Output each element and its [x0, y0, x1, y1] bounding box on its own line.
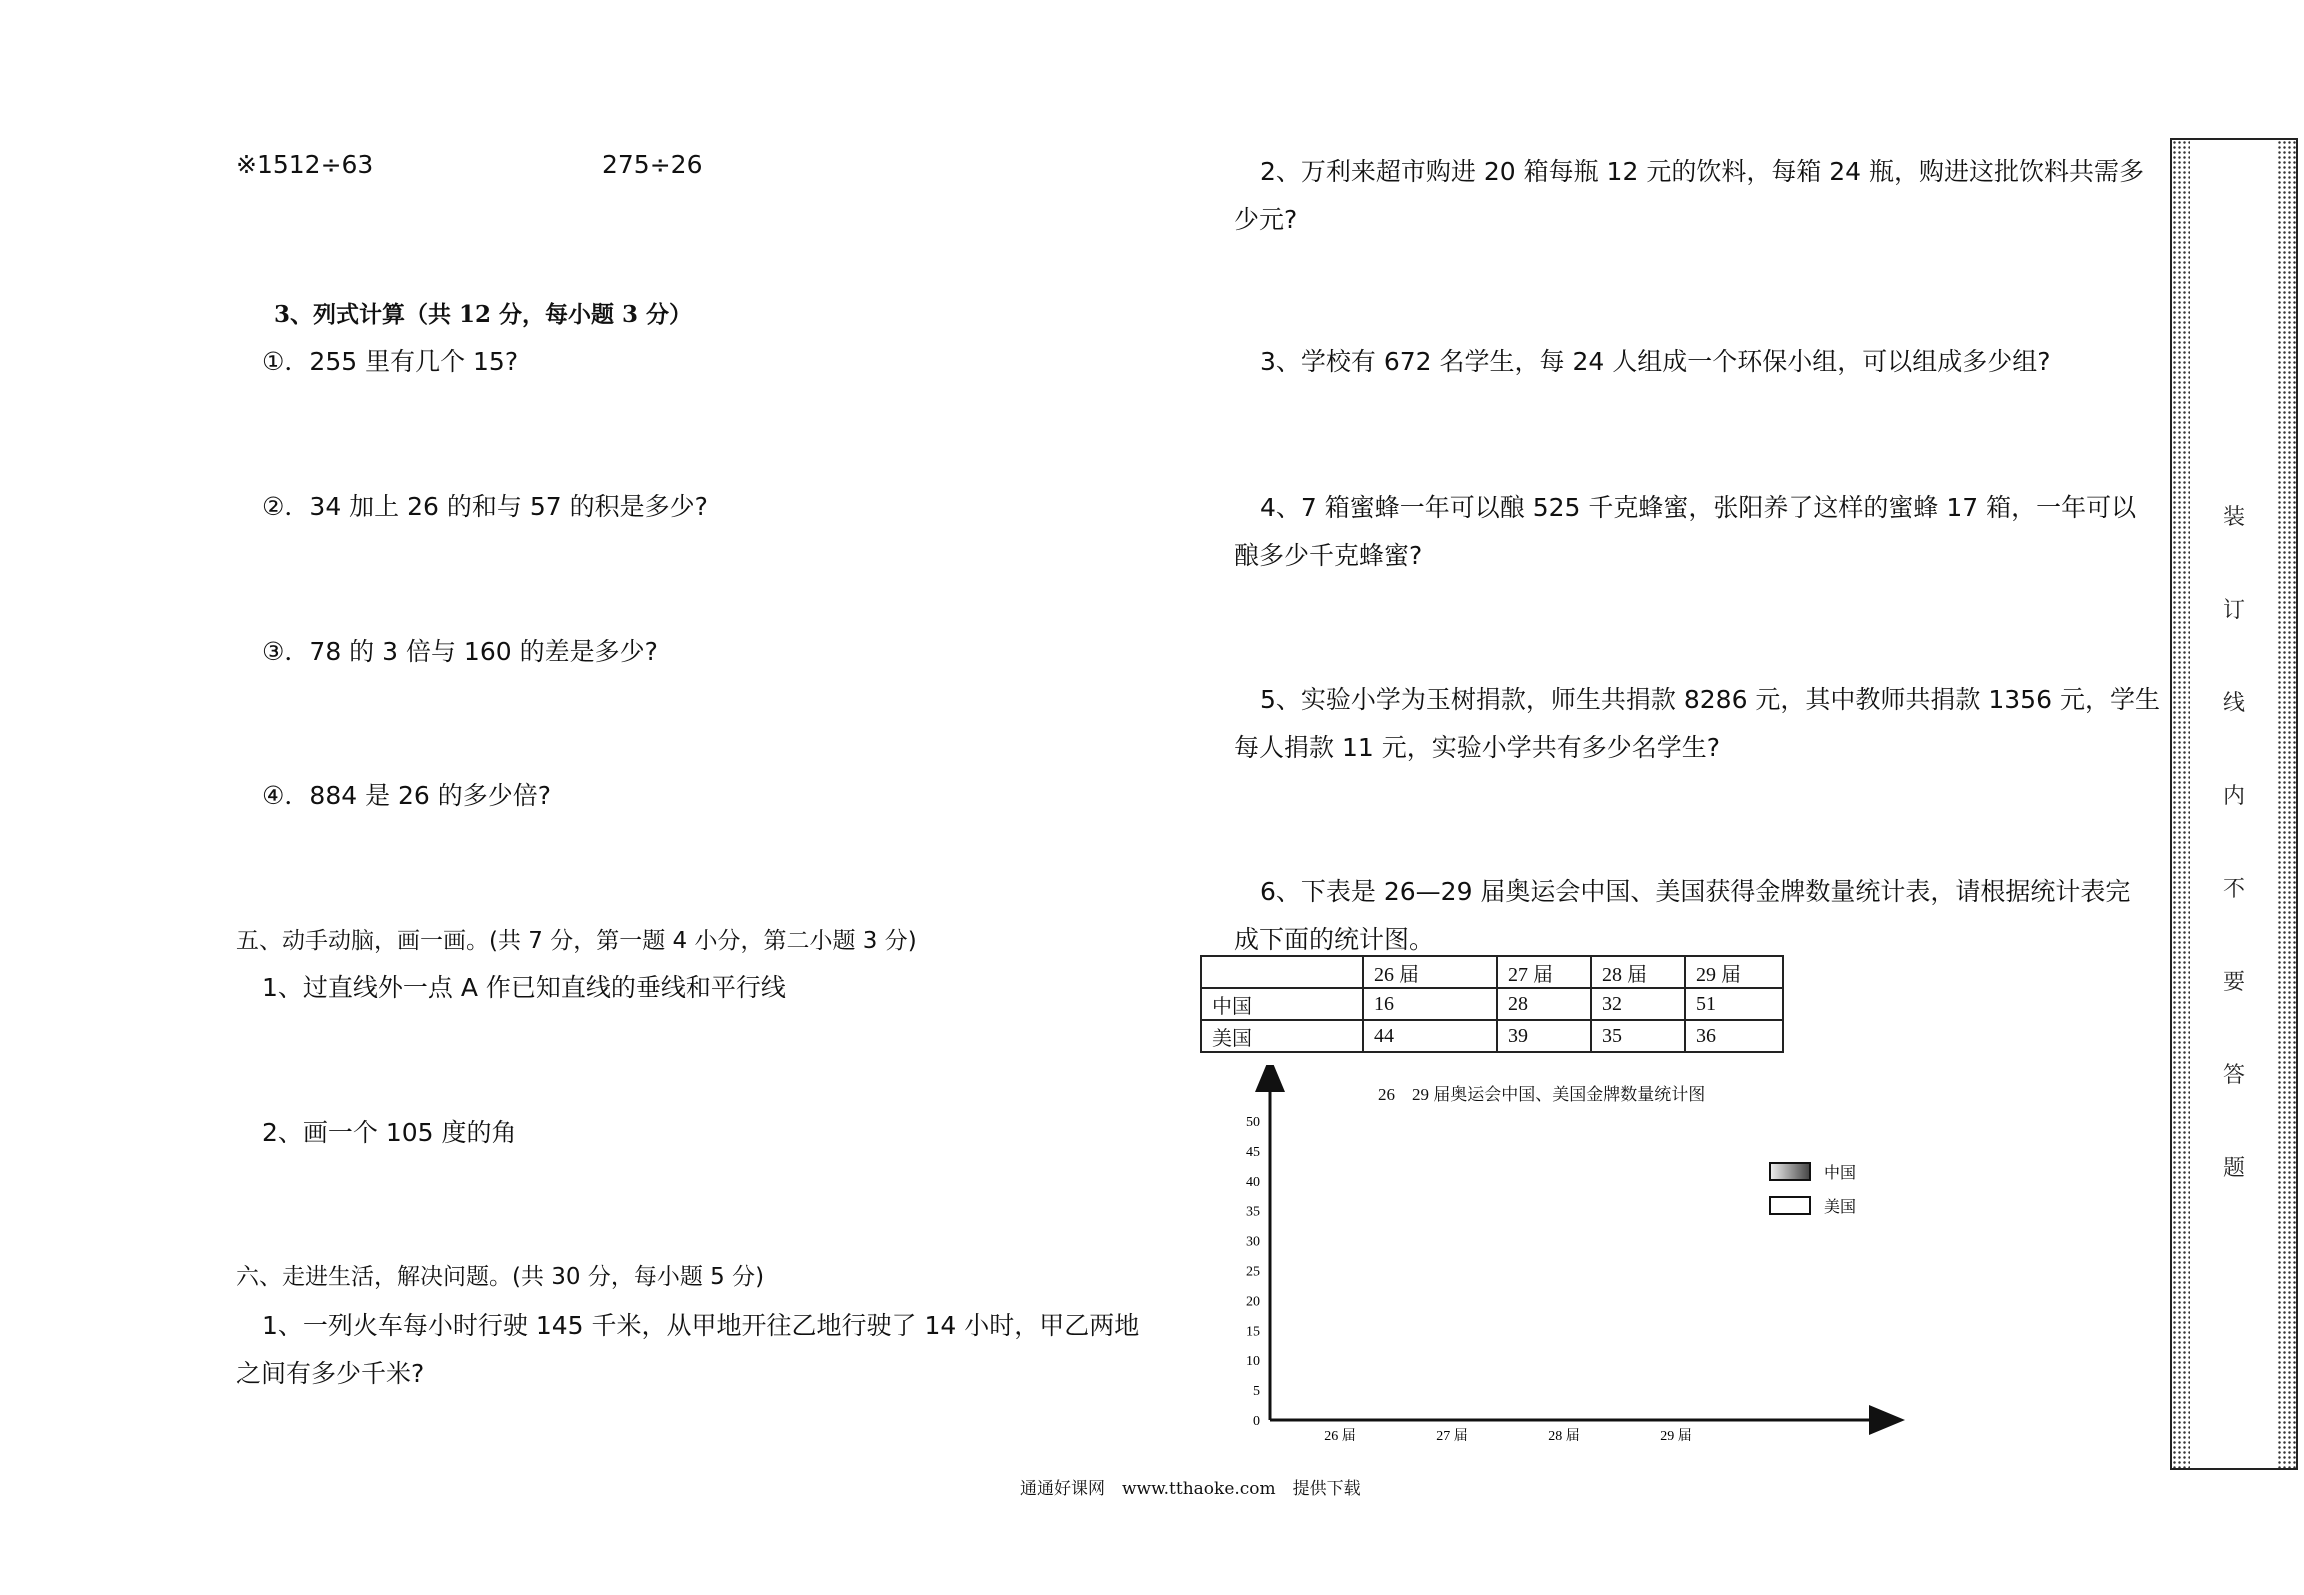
sec5-item-1: 1、过直线外一点 A 作已知直线的垂线和平行线 [262, 973, 786, 1002]
sec3-item-2: ②．34 加上 26 的和与 57 的积是多少? [262, 492, 708, 521]
section-3-heading: 3、列式计算（共 12 分，每小题 3 分） [274, 301, 693, 328]
x-tick-label: 28 届 [1548, 1429, 1580, 1444]
table-header-cell: 29 届 [1685, 956, 1783, 988]
sec5-item-2: 2、画一个 105 度的角 [262, 1118, 517, 1147]
sec3-item-1: ①．255 里有几个 15? [262, 347, 519, 376]
table-row [1201, 988, 1783, 1020]
table-cell: 32 [1591, 988, 1685, 1020]
table-row-label: 美国 [1201, 1020, 1363, 1052]
y-tick-label: 45 [1246, 1144, 1260, 1160]
sec6-q1-line2: 之间有多少千米? [236, 1359, 425, 1388]
table-cell: 35 [1591, 1020, 1685, 1052]
q2-line2: 少元? [1234, 205, 1298, 234]
medal-table [1200, 955, 1784, 1053]
table-row-label: 中国 [1201, 988, 1363, 1020]
footer-source: 通通好课网 www.tthaoke.com 提供下载 [1020, 1479, 1361, 1499]
sec3-item-4: ④．884 是 26 的多少倍? [262, 781, 552, 810]
binding-notice-char: 线 [2222, 691, 2246, 716]
legend-swatch [1770, 1163, 1810, 1180]
legend-label: 中国 [1824, 1163, 1857, 1182]
x-tick-label: 29 届 [1660, 1429, 1692, 1444]
y-tick-label: 40 [1246, 1174, 1260, 1190]
legend-swatch [1770, 1197, 1810, 1214]
section-5-heading: 五、动手动脑，画一画。(共 7 分，第一题 4 小分，第二小题 3 分) [236, 928, 917, 954]
table-cell: 39 [1497, 1020, 1591, 1052]
chart-title: 26 29 届奥运会中国、美国金牌数量统计图 [1378, 1085, 1706, 1104]
y-tick-label: 50 [1246, 1115, 1260, 1130]
binding-notice-char: 内 [2222, 784, 2246, 809]
table-header-row [1201, 956, 1783, 988]
y-tick-label: 0 [1253, 1414, 1260, 1429]
sec3-item-3: ③．78 的 3 倍与 160 的差是多少? [262, 637, 658, 666]
binding-notice [2223, 500, 2245, 1182]
table-cell: 51 [1685, 988, 1783, 1020]
q4-line1: 4、7 箱蜜蜂一年可以酿 525 千克蜂蜜，张阳养了这样的蜜蜂 17 箱，一年可以 [1260, 493, 2137, 522]
q3-line: 3、学校有 672 名学生，每 24 人组成一个环保小组，可以组成多少组? [1260, 347, 2051, 376]
y-tick-label: 5 [1253, 1384, 1260, 1400]
calc-problem-2: 275÷26 [602, 150, 703, 179]
q4-line2: 酿多少千克蜂蜜? [1234, 541, 1423, 570]
y-tick-label: 20 [1246, 1294, 1260, 1310]
binding-notice-char: 要 [2222, 970, 2246, 995]
x-tick-label: 27 届 [1436, 1429, 1468, 1444]
table-cell: 36 [1685, 1020, 1783, 1052]
table-cell: 28 [1497, 988, 1591, 1020]
binding-notice-char: 装 [2222, 505, 2246, 530]
q6-line1: 6、下表是 26—29 届奥运会中国、美国获得金牌数量统计表，请根据统计表完 [1260, 877, 2131, 906]
y-tick-label: 35 [1246, 1204, 1260, 1220]
sec6-q1-line1: 1、一列火车每小时行驶 145 千米，从甲地开往乙地行驶了 14 小时，甲乙两地 [262, 1311, 1140, 1340]
section-6-heading: 六、走进生活，解决问题。(共 30 分，每小题 5 分) [236, 1264, 765, 1290]
y-tick-label: 10 [1246, 1354, 1260, 1370]
table-header-cell: 28 届 [1591, 956, 1685, 988]
table-header-cell: 26 届 [1363, 956, 1497, 988]
q6-line2: 成下面的统计图。 [1234, 925, 1435, 954]
y-tick-label: 25 [1246, 1264, 1260, 1280]
y-tick-label: 30 [1246, 1234, 1260, 1250]
legend-label: 美国 [1824, 1197, 1857, 1216]
table-cell: 44 [1363, 1020, 1497, 1052]
table-header-cell: 27 届 [1497, 956, 1591, 988]
calc-problem-1: ※1512÷63 [236, 150, 374, 179]
table-cell: 16 [1363, 988, 1497, 1020]
binding-notice-char: 题 [2222, 1156, 2246, 1181]
y-tick-label: 15 [1246, 1324, 1260, 1340]
table-row [1201, 1020, 1783, 1052]
x-tick-label: 26 届 [1324, 1429, 1356, 1444]
binding-strip [2170, 138, 2298, 1470]
binding-notice-char: 不 [2222, 877, 2246, 902]
q2-line1: 2、万利来超市购进 20 箱每瓶 12 元的饮料，每箱 24 瓶，购进这批饮料共需多 [1260, 157, 2145, 186]
binding-strip-inner [2190, 140, 2278, 1468]
q5-line2: 每人捐款 11 元，实验小学共有多少名学生? [1234, 733, 1720, 762]
chart-legend [1770, 1163, 1856, 1216]
binding-notice-char: 订 [2222, 598, 2246, 623]
q5-line1: 5、实验小学为玉树捐款，师生共捐款 8286 元，其中教师共捐款 1356 元，学生 [1260, 685, 2160, 714]
medal-bar-chart [1230, 1065, 1910, 1450]
table-cell [1201, 956, 1363, 988]
binding-notice-char: 答 [2222, 1063, 2246, 1088]
